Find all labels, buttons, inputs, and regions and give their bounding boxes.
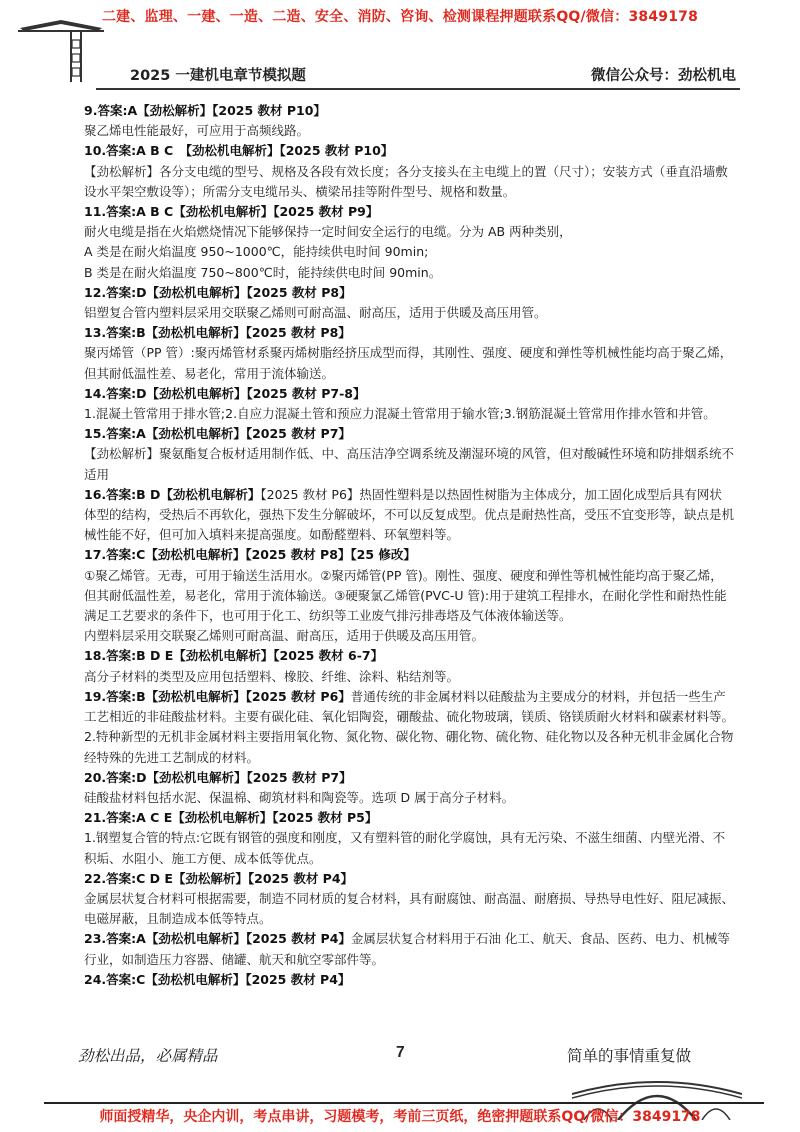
answer-entry <box>84 970 734 990</box>
answer-line <box>84 545 734 565</box>
answer-line <box>84 424 734 444</box>
answer-line <box>84 323 734 343</box>
answer-entry <box>84 929 734 969</box>
answer-entry <box>84 323 734 384</box>
answer-entry <box>84 869 734 930</box>
answer-line <box>84 101 734 121</box>
answer-explanation: 高分子材料的类型及应用包括塑料、橡胶、纤维、涂料、粘结剂等。 <box>84 668 460 684</box>
answer-explanation-inline: 金属层状复合材料用于石油 化工、航天、食品、医药、电力、机械等行业，如制造压力容器、储罐、航天和航空零部件等。 <box>84 931 730 967</box>
answer-key: 13.答案:B【劲松机电解析】【2025 教材 P8】 <box>84 325 351 341</box>
answer-key: 18.答案:B D E【劲松机电解析】【2025 教材 6-7】 <box>84 648 384 664</box>
answer-key: 10.答案:A B C 【劲松机电解析】【2025 教材 P10】 <box>84 143 394 159</box>
answer-explanation: ①聚乙烯管。无毒，可用于输送生活用水。②聚丙烯管(PP 管)。刚性、强度、硬度和弹性等机械性能均高于聚乙烯，但其耐低温性差，易老化，常用于流体输送。③硬聚氯乙烯管(PVC-U 管):用于建筑工程排水，在耐化学性和耐热性能满足工艺要求的条件下，也可用于化工、纺织等工业废气排污排毒塔及气体液体输送等。 <box>84 567 727 624</box>
answer-explanation: B 类是在耐火焰温度 750~800℃时，能持续供电时间 90min。 <box>84 264 442 280</box>
answer-line <box>84 970 734 990</box>
answer-explanation: 金属层状复合材料可根据需要，制造不同材质的复合材料，具有耐腐蚀、耐高温、耐磨损、导热导电性好、阻尼减振、电磁屏蔽，且制造成本低等特点。 <box>84 890 735 927</box>
answer-explanation: A 类是在耐火焰温度 950~1000℃，能持续供电时间 90min; <box>84 244 429 260</box>
answer-explanation: 铝塑复合管内塑料层采用交联聚乙烯则可耐高温、耐高压，适用于供暖及高压用管。 <box>84 305 547 321</box>
answer-key: 12.答案:D【劲松机电解析】【2025 教材 P8】 <box>84 284 352 300</box>
page-number: 7 <box>396 1044 405 1061</box>
answer-line <box>84 283 734 303</box>
answer-key: 24.答案:C【劲松机电解析】【2025 教材 P4】 <box>84 971 351 987</box>
answer-explanation: 【劲松解析】各分支电缆的型号、规格及各段有效长度；各分支接头在主电缆上的置（尺寸）；安装方式（垂直沿墙敷设水平架空敷设等）；所需分支电缆吊头、横梁吊挂等附件型号、规格和数量。 <box>84 163 728 199</box>
answer-line <box>84 768 734 788</box>
answer-explanation-inline: 【2025 教材 P6】热固性塑料是以热固性树脂为主体成分，加工固化成型后具有网状体型的结构，受热后不再软化，强热下发生分解破坏，不可以反复成型。优点是耐热性高，受压不宜变形等，缺点是机械性能不好，但可加入填料来提高强度。如酚醛塑料、环氧塑料等。 <box>84 486 735 543</box>
answer-line <box>84 687 734 768</box>
answer-key: 11.答案:A B C【劲松机电解析】【2025 教材 P9】 <box>84 204 379 220</box>
answer-line <box>84 485 734 546</box>
answer-line <box>84 202 734 222</box>
answer-list <box>84 101 734 990</box>
answer-explanation: 聚乙烯电性能最好，可应用于高频线路。 <box>84 123 310 139</box>
footer-slogan-right: 简单的事情重复做 <box>567 1047 692 1065</box>
answer-key: 20.答案:D【劲松机电解析】【2025 教材 P7】 <box>84 769 352 785</box>
answer-key: 21.答案:A C E【劲松机电解析】【2025 教材 P5】 <box>84 810 378 826</box>
answer-line <box>84 869 734 889</box>
top-promo-banner: 二建、监理、一建、一造、二造、安全、消防、咨询、检测课程押题联系QQ/微信：3849178 <box>101 9 699 25</box>
answer-explanation: 硅酸盐材料包括水泥、保温棉、砌筑材料和陶瓷等。选项 D 属于高分子材料。 <box>84 789 515 805</box>
answer-line <box>84 141 734 161</box>
answer-explanation: 1.钢塑复合管的特点:它既有钢管的强度和刚度，又有塑料管的耐化学腐蚀，具有无污染、不滋生细菌、内壁光滑、不积垢、水阻小、施工方便、成本低等优点。 <box>84 830 726 866</box>
footer-divider <box>44 1102 764 1104</box>
answer-entry <box>84 808 734 869</box>
answer-entry <box>84 545 734 646</box>
answer-explanation: 内塑料层采用交联聚乙烯则可耐高温、耐高压，适用于供暖及高压用管。 <box>84 628 485 644</box>
answer-entry <box>84 101 734 141</box>
answer-line <box>84 646 734 666</box>
answer-key: 23.答案:A【劲松机电解析】【2025 教材 P4】 <box>84 931 351 947</box>
header-divider <box>96 88 740 90</box>
wechat-account: 微信公众号：劲松机电 <box>591 68 736 84</box>
page-header <box>96 64 736 86</box>
answer-entry <box>84 687 734 768</box>
answer-entry <box>84 485 734 546</box>
answer-line <box>84 808 734 828</box>
pavilion-logo-icon <box>18 18 104 82</box>
answer-key: 17.答案:C【劲松机电解析】【2025 教材 P8】【25 修改】 <box>84 547 416 563</box>
answer-key: 22.答案:C D E【劲松解析】【2025 教材 P4】 <box>84 870 354 886</box>
answer-line <box>84 929 734 969</box>
answer-line <box>84 384 734 404</box>
answer-key: 9.答案:A【劲松解析】【2025 教材 P10】 <box>84 103 326 118</box>
answer-entry <box>84 202 734 283</box>
answer-entry <box>84 141 734 202</box>
answer-entry <box>84 646 734 686</box>
answer-explanation: 1.混凝土管常用于排水管;2.自应力混凝土管和预应力混凝土管常用于输水管;3.钢筋混凝土管常用作排水管和井管。 <box>84 406 716 422</box>
document-title: 2025 一建机电章节模拟题 <box>130 68 306 84</box>
answer-explanation-inline: 普通传统的非金属材料以硅酸盐为主要成分的材料，并包括一些生产工艺相近的非硅酸盐材料。主要有碳化硅、氧化铝陶瓷，硼酸盐、硫化物玻璃，镁质、铬镁质耐火材料和碳素材料等。2.特种新型的无机非金属材料主要指用氧化物、氮化物、碳化物、硼化物、硫化物、硅化物以及各种无机非金属化合物经特殊的先进工艺制成的材料。 <box>84 688 735 765</box>
answer-explanation: 【劲松解析】聚氨酯复合板材适用制作低、中、高压洁净空调系统及潮湿环境的风管，但对酸碱性环境和防排烟系统不适用 <box>84 446 735 482</box>
answer-key: 16.答案:B D【劲松机电解析】 <box>84 486 261 502</box>
answer-key: 19.答案:B【劲松机电解析】【2025 教材 P6】 <box>84 688 351 704</box>
answer-entry <box>84 384 734 424</box>
answer-key: 15.答案:A【劲松机电解析】【2025 教材 P7】 <box>84 426 351 442</box>
answer-entry <box>84 768 734 808</box>
bottom-promo-banner: 师面授精华，央企内训，考点串讲，习题模考，考前三页纸，绝密押题联系QQ/微信：3849178 <box>99 1109 701 1125</box>
footer-slogan-left: 劲松出品，必属精品 <box>78 1047 218 1065</box>
answer-explanation: 聚丙烯管（PP 管）:聚丙烯管材系聚丙烯树脂经挤压成型而得，其刚性、强度、硬度和弹性等机械性能均高于聚乙烯，但其耐低温性差、易老化，常用于流体输送。 <box>84 345 733 381</box>
answer-explanation: 耐火电缆是指在火焰燃烧情况下能够保持一定时间安全运行的电缆。分为 AB 两种类别， <box>84 224 572 240</box>
answer-key: 14.答案:D【劲松机电解析】【2025 教材 P7-8】 <box>84 385 366 401</box>
answer-entry <box>84 283 734 323</box>
answer-entry <box>84 424 734 485</box>
